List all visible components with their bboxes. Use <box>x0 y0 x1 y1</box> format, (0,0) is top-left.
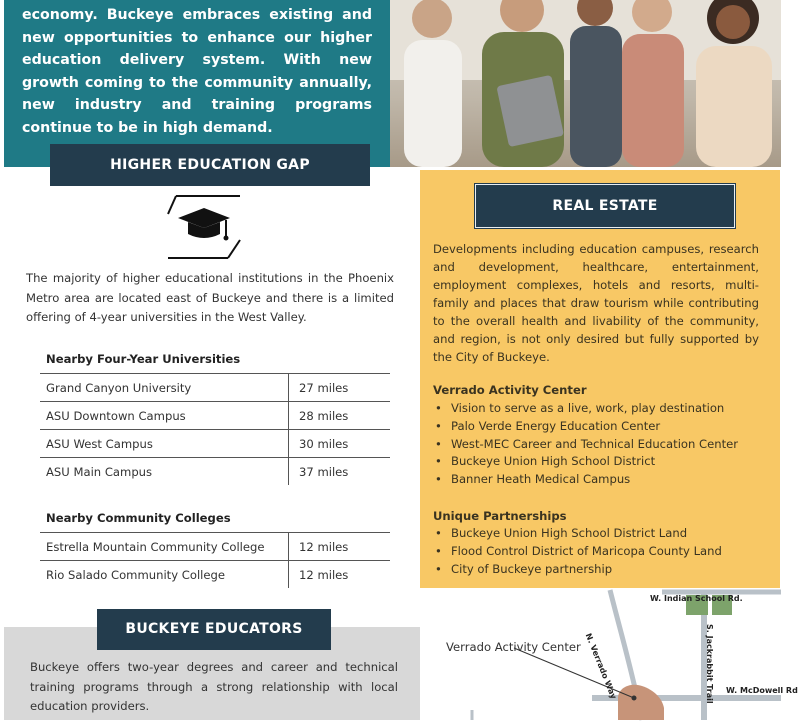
map-label-jackrabbit: S. Jackrabbit Trail <box>705 624 714 704</box>
university-name: ASU Downtown Campus <box>40 402 289 430</box>
university-distance: 28 miles <box>289 402 391 430</box>
college-distance: 12 miles <box>289 533 391 561</box>
real-estate-banner: REAL ESTATE <box>475 184 735 228</box>
buckeye-educators-banner: BUCKEYE EDUCATORS <box>97 609 331 650</box>
map-label-mcdowell: W. McDowell Rd <box>726 686 798 695</box>
university-name: ASU Main Campus <box>46 464 153 479</box>
table-row <box>40 458 390 486</box>
university-name: Grand Canyon University <box>40 374 289 402</box>
real-estate-text: Developments including education campuses, research and development, healthcare, entertainment, employment complexes, hotels and resorts, multi-family and places that draw tourism while contributing to the overall health and livability of the community, and region, is not only desired but fully supported by the City of Buckeye. <box>433 242 759 364</box>
college-name: Estrella Mountain Community College <box>40 533 289 561</box>
list-item: • Banner Heath Medical Campus <box>433 471 738 489</box>
buckeye-educators-text: Buckeye offers two-year degrees and career and technical training programs through a strong relationship with local education providers. <box>30 660 398 713</box>
college-name: Rio Salado Community College <box>46 567 226 582</box>
list-item: • West-MEC Career and Technical Education Center <box>433 436 738 454</box>
team-photo-illustration <box>390 0 781 167</box>
table-row <box>40 374 390 402</box>
list-item: • Buckeye Union High School District <box>433 453 738 471</box>
higher-education-gap-banner: HIGHER EDUCATION GAP <box>50 144 370 186</box>
university-distance: 37 miles <box>289 458 391 486</box>
verrado-title: Verrado Activity Center <box>433 383 587 397</box>
colleges-table <box>40 532 390 588</box>
table-row <box>40 430 390 458</box>
location-map <box>432 590 798 720</box>
partnerships-title: Unique Partnerships <box>433 509 567 523</box>
map-label-verrado-way: N. Verrado Way <box>583 632 619 701</box>
list-item: • Vision to serve as a live, work, play destination <box>433 400 738 418</box>
list-item: • Flood Control District of Maricopa County Land <box>433 543 722 561</box>
table-row <box>40 533 390 561</box>
college-distance: 12 miles <box>289 561 391 589</box>
table-row <box>40 561 390 589</box>
map-callout-verrado: Verrado Activity Center <box>446 640 581 654</box>
university-name: ASU West Campus <box>40 430 289 458</box>
team-photo <box>390 0 781 167</box>
graduation-cap-icon <box>168 194 240 260</box>
list-item: • City of Buckeye partnership <box>433 561 722 579</box>
intro-text: economy. Buckeye embraces existing and new opportunities to enhance our higher education delivery system. With new growth coming to the community annually, new industry and training programs continue to be in high demand. <box>22 7 372 136</box>
partnerships-list <box>433 525 722 578</box>
map-label-indian-school: W. Indian School Rd. <box>650 594 743 603</box>
table-row <box>40 402 390 430</box>
universities-table <box>40 373 390 485</box>
university-distance: 27 miles <box>289 374 391 402</box>
map-illustration <box>432 590 781 720</box>
list-item: • Palo Verde Energy Education Center <box>433 418 738 436</box>
list-item: • Buckeye Union High School District Land <box>433 525 722 543</box>
intro-panel <box>4 0 390 167</box>
colleges-title: Nearby Community Colleges <box>46 511 231 525</box>
verrado-list <box>433 400 738 489</box>
higher-education-gap-text: The majority of higher educational institutions in the Phoenix Metro area are located east of Buckeye and there is a limited offering of 4-year universities in the West Valley. <box>26 271 394 324</box>
universities-title: Nearby Four-Year Universities <box>46 352 241 366</box>
university-distance: 30 miles <box>289 430 391 458</box>
